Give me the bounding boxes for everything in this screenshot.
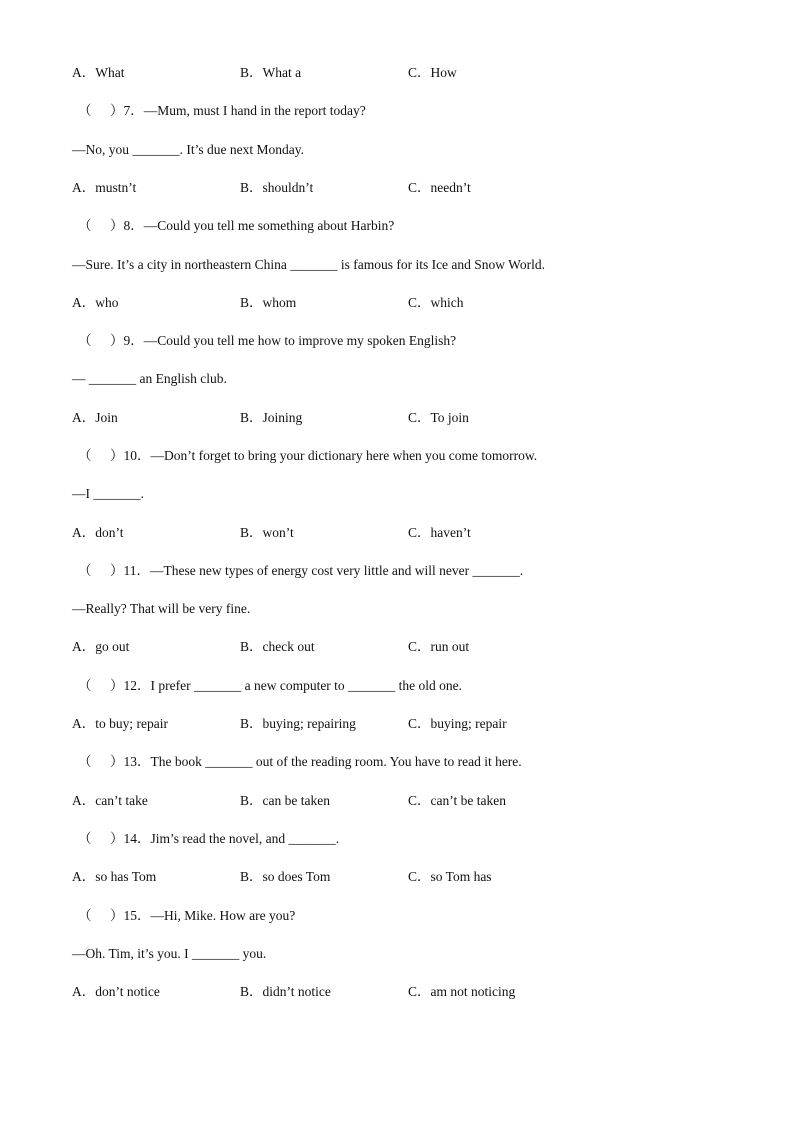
answer-paren: （ [78,448,92,463]
q8-answer: —Sure. It’s a city in northeastern China _______ is famous for its Ice and Snow World. [72,257,545,272]
answer-paren: （ [78,831,92,846]
q11-option-b: B．check out [240,639,315,654]
q12-question-text: ）12．I prefer _______ a new computer to _______ the old one. [110,678,463,693]
q11-question-text: ）11．—These new types of energy cost very little and will never _______. [110,563,524,578]
q14-option-b: B．so does Tom [240,869,331,884]
q13-question [72,753,522,771]
q8-question-text: ）8．—Could you tell me something about Harbin? [110,218,395,233]
q11-option-a: A．go out [72,639,130,654]
q15-option-c: C．am not noticing [408,984,516,999]
q14-option-c: C．so Tom has [408,869,492,884]
q6-option-a: A．What [72,65,125,80]
q6-option-b: B．What a [240,65,302,80]
q13-option-a: A．can’t take [72,793,148,808]
q8-question [72,217,394,235]
q15-option-b: B．didn’t notice [240,984,331,999]
q9-question-text: ）9．—Could you tell me how to improve my spoken English? [110,333,457,348]
q7-question [72,102,366,120]
answer-paren: （ [78,103,92,118]
q7-option-a: A．mustn’t [72,180,137,195]
q13-option-b: B．can be taken [240,793,330,808]
q13-option-c: C．can’t be taken [408,793,506,808]
q15-option-a: A．don’t notice [72,984,160,999]
q15-answer: —Oh. Tim, it’s you. I _______ you. [72,946,267,961]
q12-option-a: A．to buy; repair [72,716,168,731]
q15-question [72,907,295,925]
q10-option-b: B．won’t [240,525,294,540]
q10-option-c: C．haven’t [408,525,471,540]
q9-option-b: B．Joining [240,410,303,425]
q13-question-text: ）13．The book _______ out of the reading room. You have to read it here. [110,754,522,769]
q10-question [72,447,537,465]
q9-question [72,332,456,350]
q9-answer: — _______ an English club. [72,371,227,386]
q8-option-b: B．whom [240,295,297,310]
q12-option-b: B．buying; repairing [240,716,356,731]
q7-question-text: ）7．—Mum, must I hand in the report today? [110,103,366,118]
q7-option-b: B．shouldn’t [240,180,314,195]
q14-option-a: A．so has Tom [72,869,157,884]
q11-answer: —Really? That will be very fine. [72,601,251,616]
answer-paren: （ [78,218,92,233]
q9-option-c: C．To join [408,410,469,425]
answer-paren: （ [78,563,92,578]
q14-question [72,830,339,848]
q6-option-c: C．How [408,65,457,80]
q7-answer: —No, you _______. It’s due next Monday. [72,142,304,157]
q11-question [72,562,523,580]
answer-paren: （ [78,754,92,769]
q9-option-a: A．Join [72,410,118,425]
q11-option-c: C．run out [408,639,470,654]
q10-answer: —I _______. [72,486,144,501]
q10-question-text: ）10．—Don’t forget to bring your dictionary here when you come tomorrow. [110,448,538,463]
q7-option-c: C．needn’t [408,180,471,195]
answer-paren: （ [78,908,92,923]
q12-question [72,677,462,695]
q14-question-text: ）14．Jim’s read the novel, and _______. [110,831,340,846]
q15-question-text: ）15．—Hi, Mike. How are you? [110,908,296,923]
q12-option-c: C．buying; repair [408,716,507,731]
answer-paren: （ [78,678,92,693]
q10-option-a: A．don’t [72,525,124,540]
answer-paren: （ [78,333,92,348]
q8-option-a: A．who [72,295,119,310]
q8-option-c: C．which [408,295,464,310]
